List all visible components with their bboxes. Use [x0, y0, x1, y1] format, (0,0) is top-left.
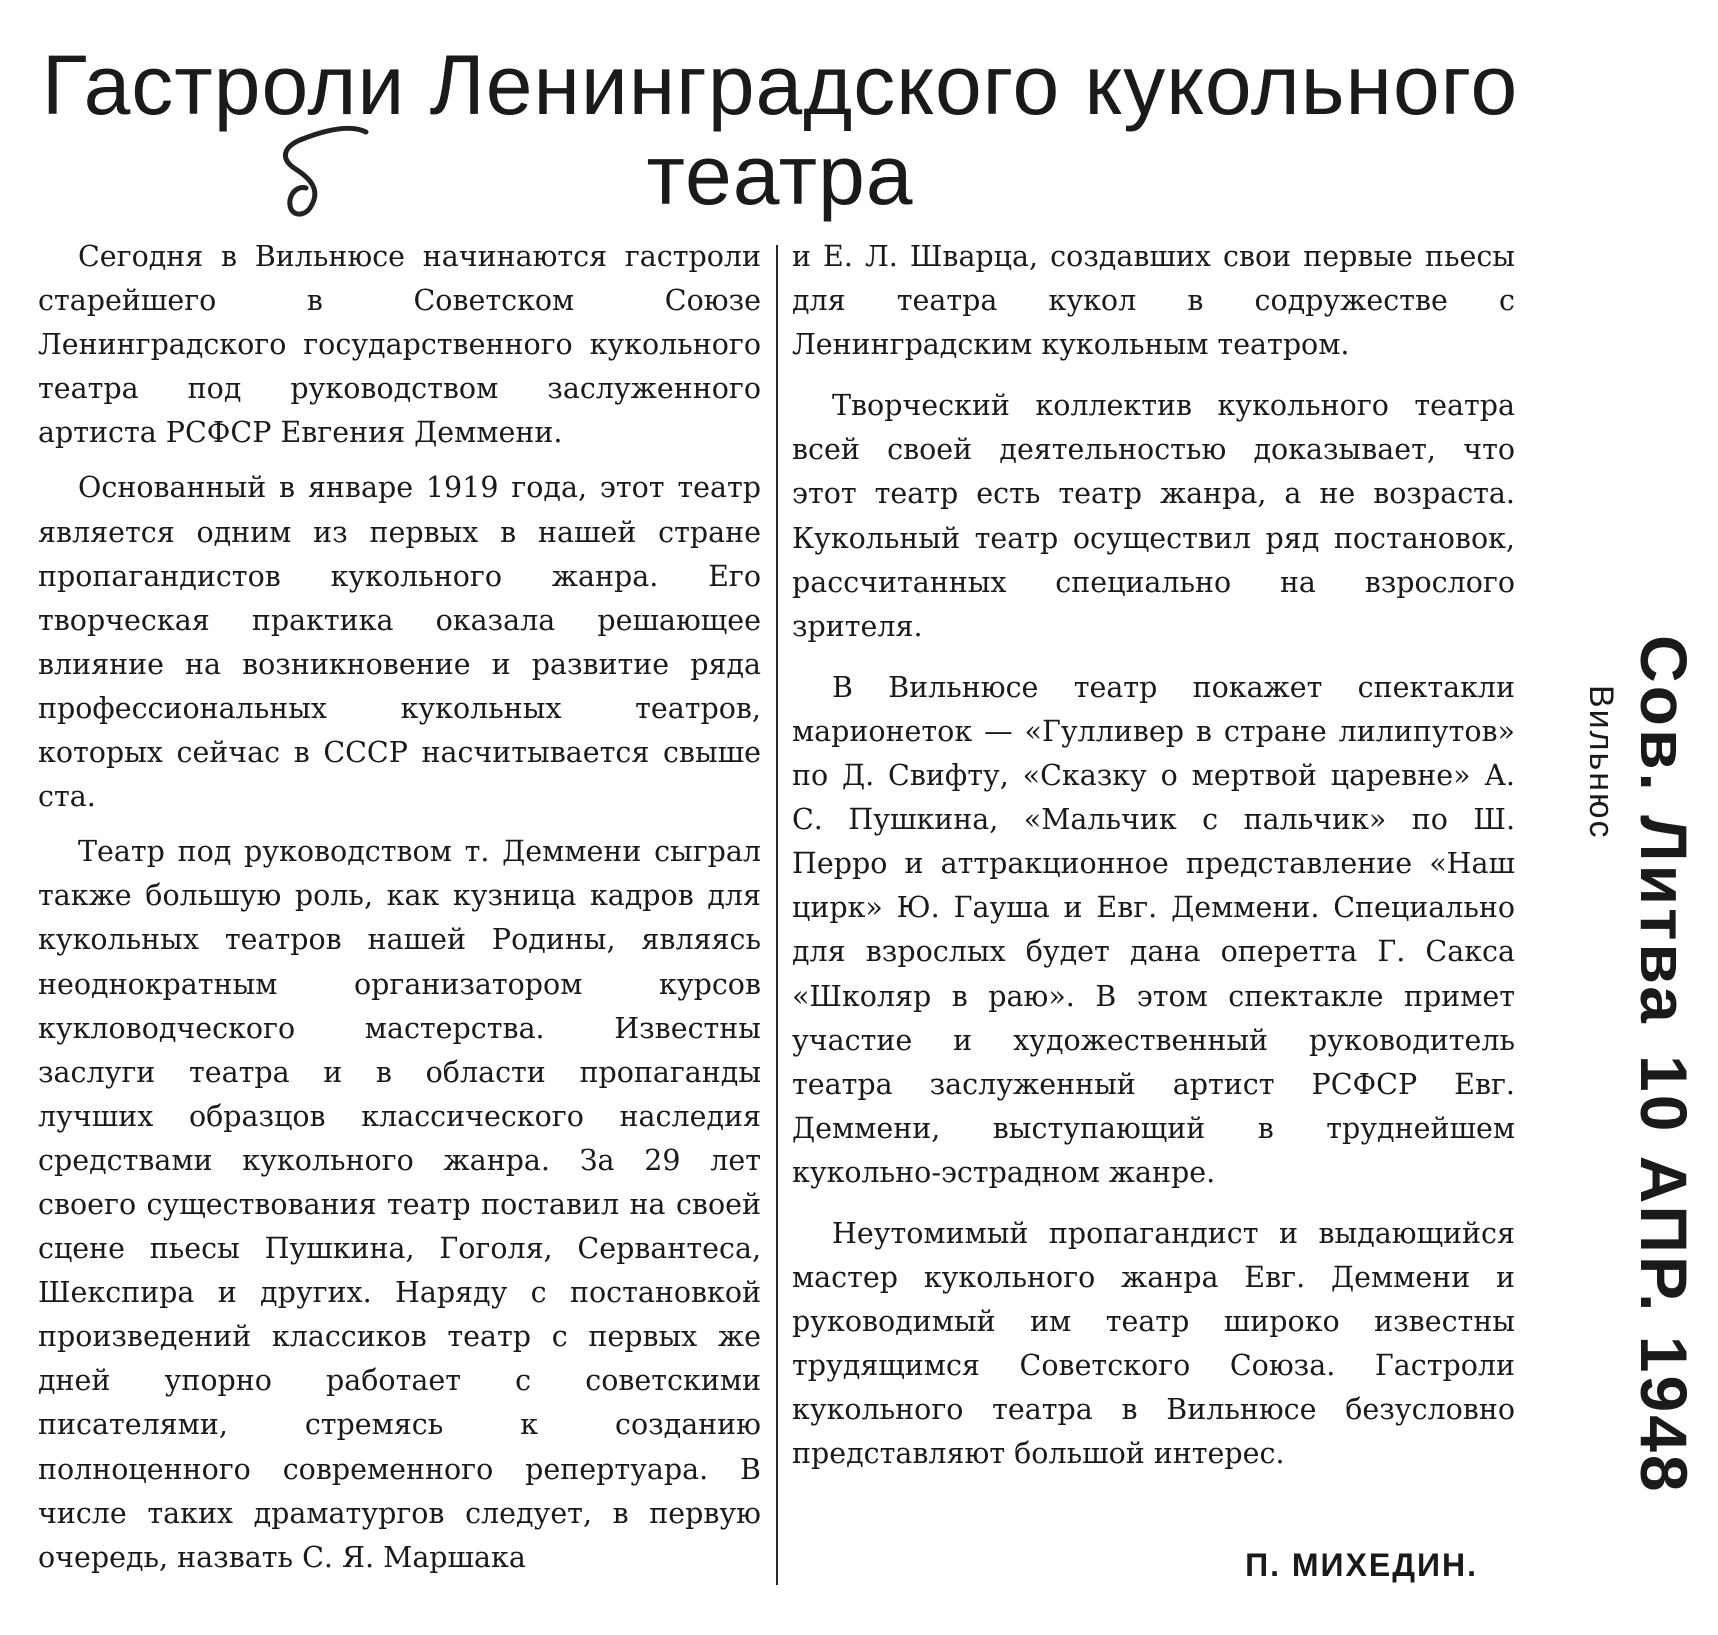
paragraph: Основанный в январе 1919 года, этот театр является одним из первых в нашей стране пропагандистов кукольного жанра. Его творческая практика оказала решающее влияние на возникновение и развитие ряда профессиональных кукольных театров, которых сейчас в СССР насчитывается свыше ста. — [38, 471, 761, 814]
handwritten-pencil-mark — [270, 120, 380, 230]
stamp-source: Сов. Литва — [1627, 635, 1701, 1026]
column-divider — [776, 245, 778, 1585]
clipping-stamp — [1550, 635, 1710, 1635]
stamp-date: 10 АПР. 1948 — [1627, 1055, 1701, 1495]
article-title: Гастроли Ленинградского кукольного театра — [41, 38, 1519, 222]
paragraph: Творческий коллектив кукольного театра всей своей деятельностью доказывает, что этот театр есть театр жанра, а не возраста. Кукольный театр осуществил ряд постановок, рассчитанных специально на взрослого зрителя. — [792, 389, 1515, 643]
paragraph: Сегодня в Вильнюсе начинаются гастроли старейшего в Советском Союзе Ленинградского государственного кукольного театра под руководством заслуженного артиста РСФСР Евгения Деммени. — [38, 240, 761, 450]
stamp-city: Вильнюс — [1582, 685, 1620, 840]
paragraph: Неутомимый пропагандист и выдающийся мастер кукольного жанра Евг. Деммени и руководимый им театр широко известны трудящимся Советского Союза. Гастроли кукольного театра в Вильнюсе безусловно представляют большой интерес. — [792, 1216, 1515, 1471]
left-column — [38, 235, 761, 1580]
paragraph: Театр под руководством т. Деммени сыграл также большую роль, как кузница кадров для кукольных театров нашей Родины, являясь неоднократным организатором курсов кукловодческого мастерства. Известны заслуги театра и в области пропаганды лучших образцов классического наследия средствами кукольного жанра. За 29 лет своего существования театр поставил на своей сцене пьесы Пушкина, Гоголя, Сервантеса, Шекспира и других. Наряду с постановкой произведений классиков театр с первых же дней упорно работает с советскими писателями, стремясь к созданию полноценного современного репертуара. В числе таких драматургов следует, в первую очередь, назвать С. Я. Маршака — [38, 835, 761, 1574]
paragraph: В Вильнюсе театр покажет спектакли марионеток — «Гулливер в стране лилипутов» по Д. Свифту, «Сказку о мертвой царевне» А. С. Пушкина, «Мальчик с пальчик» по Ш. Перро и аттракционное представление «Наш цирк» Ю. Гауша и Евг. Деммени. Специально для взрослых будет дана оперетта Г. Сакса «Школяр в раю». В этом спектакле примет участие и художественный руководитель театра заслуженный артист РСФСР Евг. Деммени, выступающий в труднейшем кукольно-эстрадном жанре. — [792, 670, 1515, 1189]
author-signature: П. МИХЕДИН. — [1245, 1547, 1478, 1583]
paragraph: и Е. Л. Шварца, создавших свои первые пьесы для театра кукол в содружестве с Ленинградским кукольным театром. — [792, 240, 1515, 362]
right-column — [792, 235, 1515, 1477]
